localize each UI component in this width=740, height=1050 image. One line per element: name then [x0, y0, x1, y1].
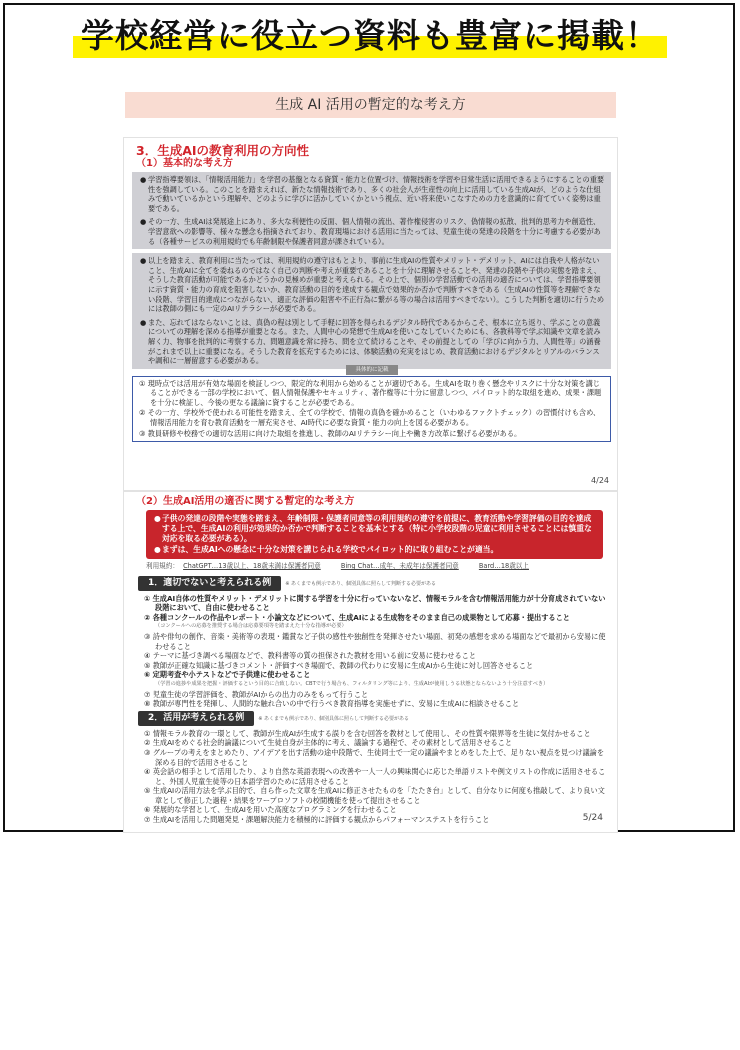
page-number: 5/24 [582, 813, 603, 824]
bullet-icon: ● [154, 514, 161, 523]
bullet-item [138, 318, 605, 366]
gray-box-2 [132, 253, 611, 369]
subtitle-bar: 生成 AI 活用の暫定的な考え方 [125, 92, 616, 118]
bullet-text: 以上を踏まえ、教育利用に当たっては、利用規約の遵守はもとより、事前に生成AIの性質やメリット・デメリット、AIには自我や人格がないこと、生成AIに全てを委ねるのではなく自己の判断や考えが重要であることを十分に理解させることや、発達の段階や子供の実態を踏まえ、そうした教育活動が可能であるかどうかの見極めが重要と考えられる。その上で、個別の学習活動での活用の適否については、学習指導要領に示す資質・能力の育成を阻害しないか、教育活動の目的を達成する観点で効果的か否かで判断すべきである（生成AIの性質等を理解できない段階、学習目的達成につながらない、適正な評価の阻害や不正行為に繋がる等の場合は活用すべきでない）。こうした判断を適切に行うためには教師の側にも一定のAIリテラシーが必要である。 [148, 256, 605, 314]
terms-label: 利用規約： [146, 562, 179, 570]
section-1-header [124, 574, 617, 594]
bullet-item [138, 217, 605, 246]
numbered-item: ② その一方、学校外で使われる可能性を踏まえ、全ての学校で、情報の真偽を確かめること（いわゆるファクトチェック）の習慣付けも含め、情報活用能力を育む教育活動を一層充実させ、AI時代に必要な資質・能力の向上を図る必要がある。 [139, 408, 601, 428]
bullet-item [138, 175, 605, 213]
list-usable [142, 729, 611, 825]
gray-box-1 [132, 172, 611, 249]
list-item: ⑥ 定期考査や小テストなどで子供達に使わせること [144, 670, 311, 680]
list-item: ⑦ 児童生徒の学習評価を、教師がAIからの出力のみをもって行うこと [144, 689, 369, 699]
bullet-text: 子供の発達の段階や実態を踏まえ、年齢制限・保護者同意等の利用規約の遵守を前提に、教育活動や学習評価の目的を達成する上で、生成AIの利用が効果的か否かで判断することを基本とする（特に小学校段階の児童に利用させることには慎重な対応を取る必要がある）。 [162, 514, 592, 543]
bullet-icon: ● [154, 545, 161, 554]
terms-line [146, 562, 617, 572]
list-item: ③ グループの考えをまとめたり、アイデアを出す活動の途中段階で、生徒同士で一定の議論やまとめをした上で、足りない視点を見つけ議論を深める目的で活用させること [144, 747, 605, 767]
list-inappropriate [142, 594, 611, 709]
list-item: ① 情報モラル教育の一環として、教師が生成AIが生成する誤りを含む回答を教材として使用し、その性質や限界等を生徒に気付かせること [144, 728, 591, 738]
divider-wrap [124, 366, 617, 376]
list-item: ④ テーマに基づき調べる場面などで、教科書等の質の担保された教材を用いる前に安易に使わせること [144, 651, 477, 661]
bullet-icon: ● [140, 256, 147, 266]
list-item: ⑥ 発展的な学習として、生成AIを用いた高度なプログラミングを行わせること [144, 805, 397, 815]
slide-page-4 [124, 138, 617, 490]
list-item: ④ 英会話の相手として活用したり、より自然な英語表現への改善や一人一人の興味関心に応じた単語リストや例文リストの作成に活用させること、外国人児童生徒等の日本語学習のために活用させること [144, 767, 606, 786]
numbered-item: ③ 教員研修や校務での適切な活用に向けた取組を推進し、教師のAIリテラシー向上や働き方改革に繋げる必要がある。 [139, 428, 522, 438]
page-number: 4/24 [591, 476, 609, 486]
bullet-item [152, 545, 597, 555]
terms-bing: Bing Chat…成年、未成年は保護者同意 [340, 562, 459, 570]
headline: 学校経営に役立つ資料も豊富に掲載！ [73, 14, 667, 58]
headline-wrap [0, 14, 740, 58]
list-item: ⑤ 教師が正確な知識に基づきコメント・評価すべき場面で、教師の代わりに安易に生成AIから生徒に対し回答させること [144, 660, 534, 670]
bullet-icon: ● [140, 175, 147, 184]
bullet-text: また、忘れてはならないことは、真偽の程は別として手軽に回答を得られるデジタル時代であるからこそ、根本に立ち返り、学ぶことの意義についての理解を深める指導が重要となる。また、人間中心の発想で生成AIを使いこなしていくためにも、各教科等で学ぶ知識や文章を読み解く力、物事を批判的に考察する力、問題意識を常に持ち、問を立て続けることや、その前提としての「学びに向かう力、人間性等」の涵養がこれまで以上に重要になる。そうした教育を拡充するためには、体験活動の充実をはじめ、教育活動におけるデジタルとリアルのバランスや調和に一層留意する必要がある。 [148, 317, 601, 366]
list-item: ① 生成AI自体の性質やメリット・デメリットに関する学習を十分に行っていないなど、情報モラルを含む情報活用能力が十分育成されていない段階において、自由に使わせること [144, 593, 606, 613]
bullet-item [152, 514, 597, 544]
list-note: （コンクールへの応募を推奨する場合は応募要項等を踏まえた十分な指導が必要） [155, 623, 347, 630]
bullet-icon: ● [140, 317, 147, 327]
section-1-title: 1．適切でないと考えられる例 [138, 576, 281, 591]
bullet-text: まずは、生成AIへの懸念に十分な対策を講じられる学校でパイロット的に取り組むことが適当。 [162, 545, 499, 554]
list-item: ② 生成AIをめぐる社会的論議について生徒自身が主体的に考え、議論する過程で、その素材として活用させること [144, 738, 513, 748]
list-item: ⑤ 生成AIの活用方法を学ぶ目的で、自ら作った文章を生成AIに修正させたものを「たたき台」として、自分なりに何度も推敲して、より良い文章として修正した過程・結果をワープロソフトの校閲機能を使って提出させること [144, 786, 605, 805]
red-box [146, 510, 603, 559]
slide-page-5 [124, 492, 617, 832]
section-2-title: 2．活用が考えられる例 [138, 711, 254, 726]
section-2-note: ※ あくまでも例示であり、個別具体に照らして判断する必要がある [258, 715, 410, 722]
bullet-text: 学習指導要領は、「情報活用能力」を学習の基盤となる資質・能力と位置づけ、情報技術を学習や日常生活に活用できるようにすることの重要性を強調している。このことを踏まえれば、新たな情報技術であり、多くの社会人が生産性の向上に活用している生成AIが、どのような仕組みで動いているかという理解や、どのように学びに活かしていくかという視点、近い将来使いこなすための力を意識的に育てていく姿勢は重要である。 [148, 175, 605, 213]
blue-box [132, 376, 611, 443]
list-item: ⑦ 生成AIを活用した問題発見・課題解決能力を積極的に評価する観点からパフォーマンステストを行うこと [144, 815, 490, 825]
bullet-text: その一方、生成AIは発展途上にあり、多大な利便性の反面、個人情報の流出、著作権侵害のリスク、偽情報の拡散、批判的思考力や創造性、学習意欲への影響等、様々な懸念も指摘されており、教育現場における活用に当たっては、児童生徒の発達の段階を十分に考慮する必要がある（各種サービスの利用規約でも年齢制限や保護者同意が課されている）。 [148, 217, 601, 246]
subsection-title: （1）基本的な考え方 [136, 158, 233, 169]
section-title: 3．生成AIの教育利用の方向性 [136, 143, 310, 158]
terms-chatgpt: ChatGPT…13歳以上、18歳未満は保護者同意 [183, 562, 321, 570]
list-item: ⑧ 教師が専門性を発揮し、人間的な触れ合いの中で行うべき教育指導を実施せずに、安易に生成AIに相談させること [144, 699, 520, 709]
bullet-icon: ● [140, 217, 147, 227]
terms-bard: Bard…18歳以上 [478, 562, 529, 570]
section-2-header [124, 709, 617, 729]
list-note: （学習の進捗や成果を把握・評価するという目的に合致しない。CBTで行う場合も、フィルタリング等により、生成AIが使用しうる状態とならないよう十分注意すべき） [155, 680, 549, 687]
list-item: ② 各種コンクールの作品やレポート・小論文などについて、生成AIによる生成物をそのまま自己の成果物として応募・提出すること [144, 612, 570, 622]
numbered-item: ① 現時点では活用が有効な場面を検証しつつ、限定的な利用から始めることが適切である。生成AIを取り巻く懸念やリスクに十分な対策を講じることができる一部の学校において、個人情報保護やセキュリティ、著作権等に十分に留意しつつ、パイロット的な取組を進め、成果・課題を十分に検証し、今後の更なる議論に資することが必要である。 [139, 378, 602, 407]
list-item: ③ 詩や俳句の創作、音楽・美術等の表現・鑑賞など子供の感性や独創性を発揮させたい場面、初発の感想を求める場面などで最初から安易に使わせること [144, 631, 606, 651]
bullet-item [138, 256, 605, 314]
subsection-title: （2）生成AI活用の適否に関する暫定的な考え方 [136, 496, 355, 507]
section-1-note: ※ あくまでも例示であり、個別具体に照らして判断する必要がある [285, 580, 437, 587]
divider-label: 具体的に記載 [346, 365, 398, 375]
